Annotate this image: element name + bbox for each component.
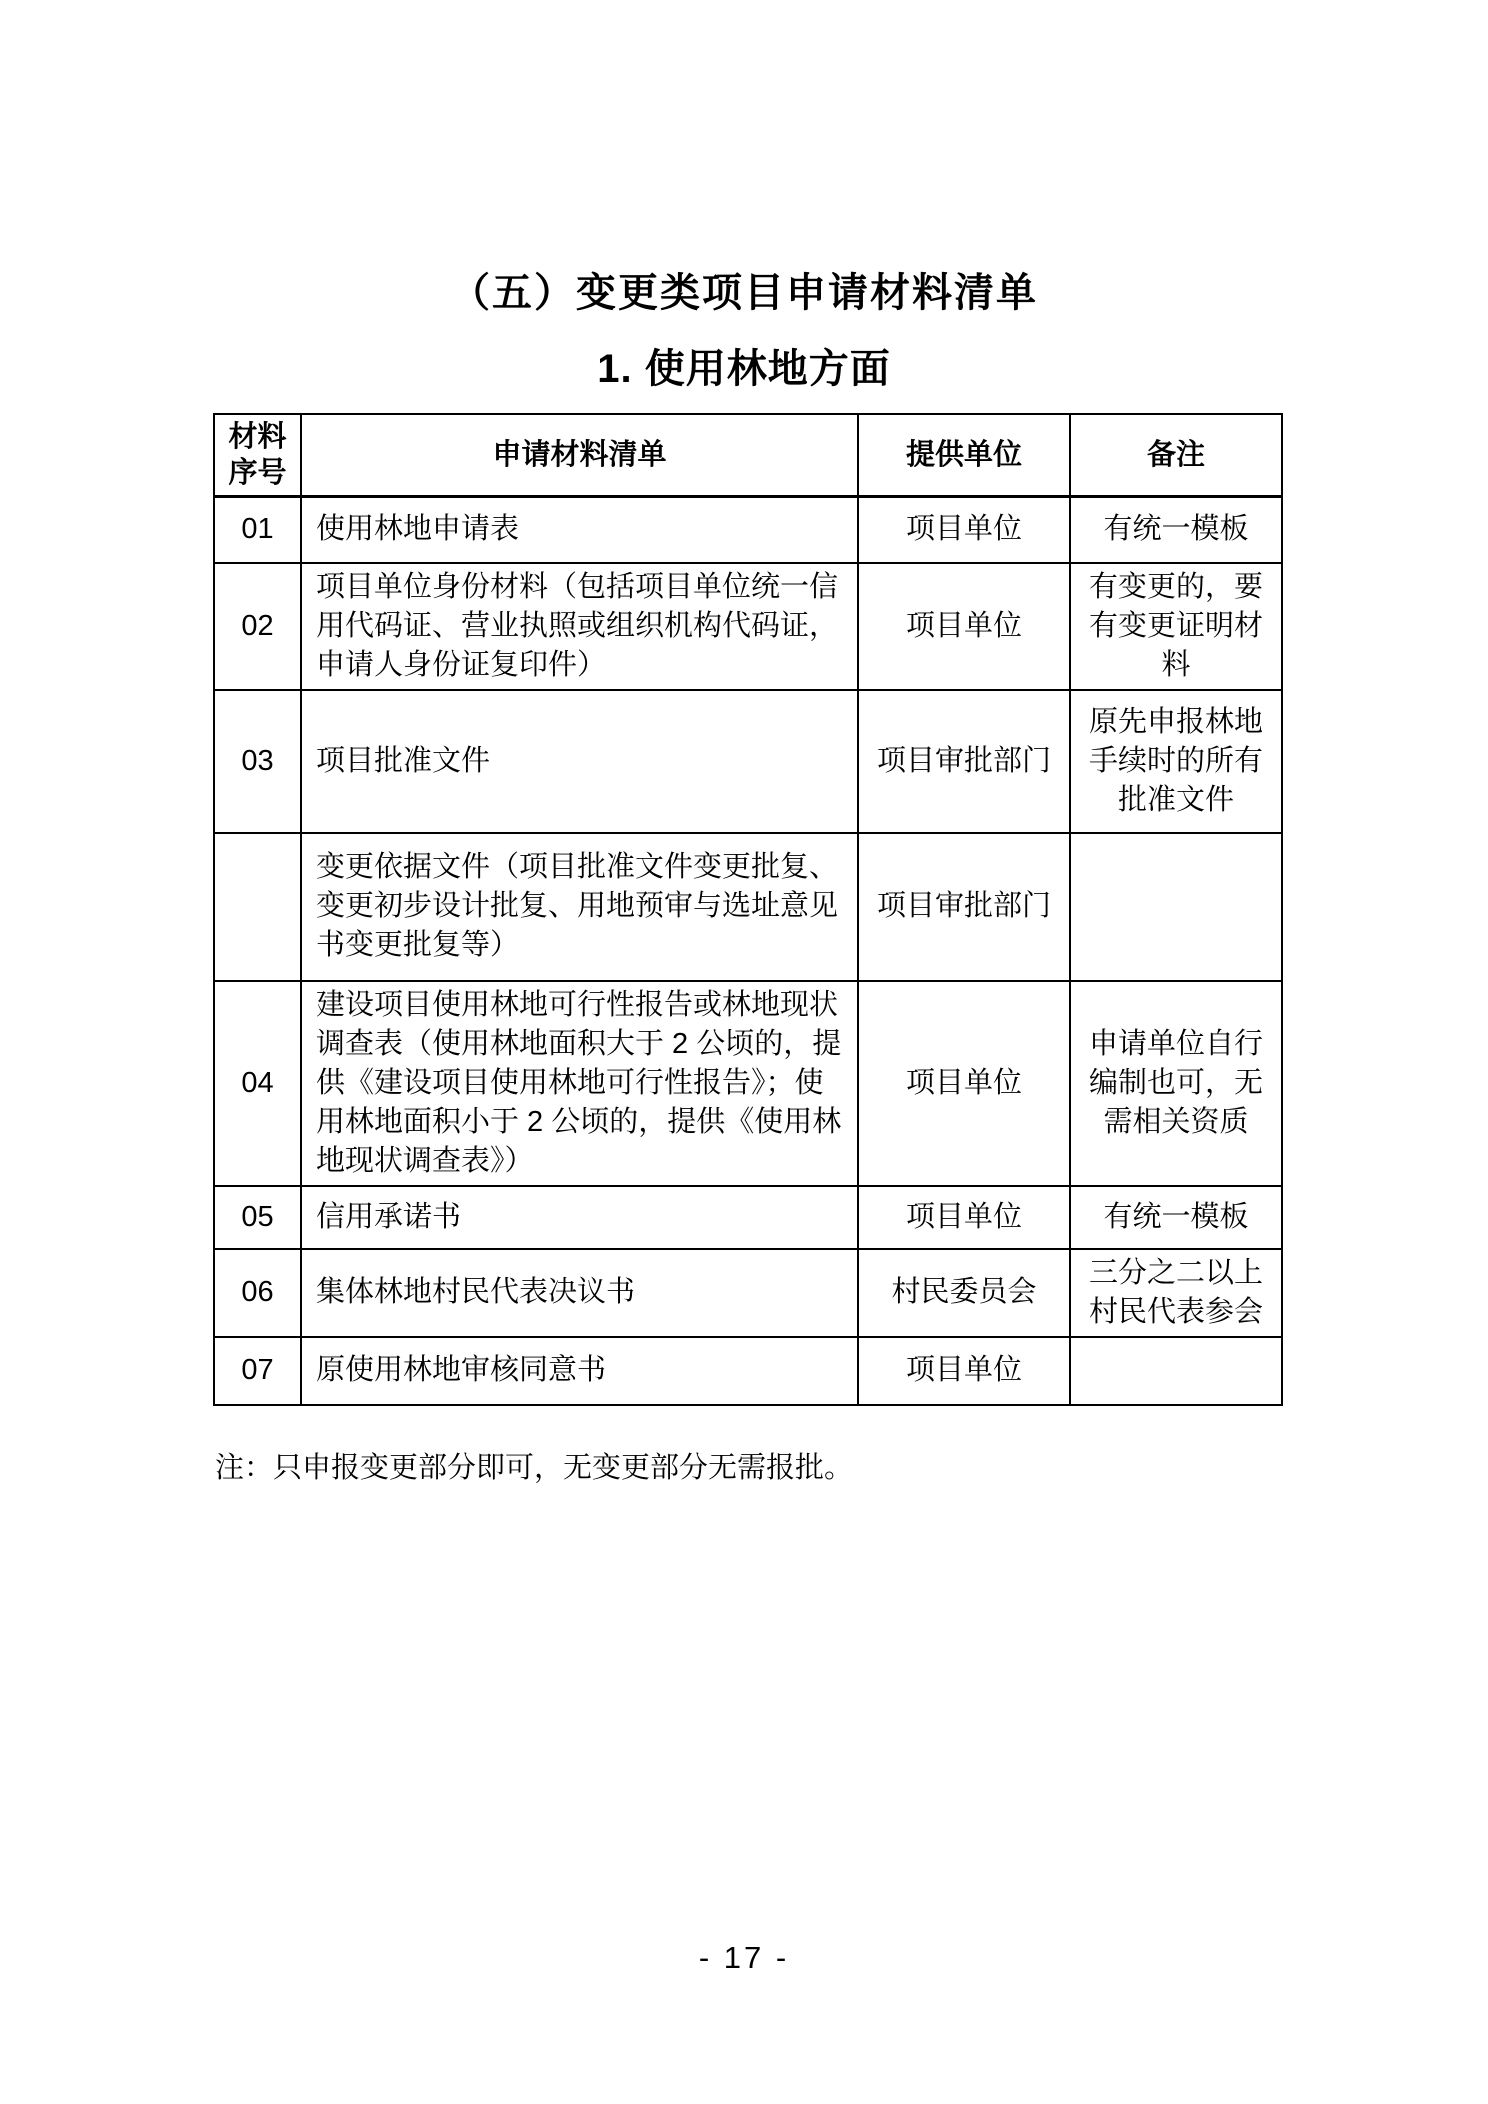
cell-material-name: 原使用林地审核同意书 — [301, 1337, 858, 1405]
cell-material-name: 建设项目使用林地可行性报告或林地现状调查表（使用林地面积大于 2 公顷的，提供《建设项目使用林地可行性报告》；使用林地面积小于 2 公顷的，提供《使用林地现状调查表》） — [301, 981, 858, 1186]
cell-remark: 原先申报林地手续时的所有批准文件 — [1070, 690, 1282, 833]
table-row — [214, 690, 1282, 833]
cell-remark: 有统一模板 — [1070, 497, 1282, 563]
cell-remark: 有统一模板 — [1070, 1186, 1282, 1249]
cell-material-no: 04 — [214, 981, 301, 1186]
cell-material-name: 信用承诺书 — [301, 1186, 858, 1249]
cell-provider: 项目单位 — [858, 1186, 1070, 1249]
page-number: - 17 - — [698, 1940, 790, 1975]
header-material-no: 材料序号 — [214, 414, 301, 497]
cell-material-no: 05 — [214, 1186, 301, 1249]
cell-material-name: 使用林地申请表 — [301, 497, 858, 563]
header-provider: 提供单位 — [858, 414, 1070, 497]
header-remark: 备注 — [1070, 414, 1282, 497]
table-header-row — [214, 414, 1282, 497]
cell-material-no: 06 — [214, 1249, 301, 1337]
cell-material-name: 集体林地村民代表决议书 — [301, 1249, 858, 1337]
cell-provider: 项目审批部门 — [858, 833, 1070, 981]
materials-table — [213, 413, 1283, 1406]
section-subtitle: 1. 使用林地方面 — [597, 347, 891, 391]
table-row — [214, 1186, 1282, 1249]
cell-remark: 三分之二以上村民代表参会 — [1070, 1249, 1282, 1337]
cell-material-no — [214, 833, 301, 981]
cell-remark — [1070, 833, 1282, 981]
footnote: 注：只申报变更部分即可，无变更部分无需报批。 — [215, 1452, 854, 1484]
cell-material-name: 项目批准文件 — [301, 690, 858, 833]
cell-material-no: 07 — [214, 1337, 301, 1405]
table-row — [214, 981, 1282, 1186]
cell-provider: 项目单位 — [858, 981, 1070, 1186]
table-row — [214, 1249, 1282, 1337]
cell-provider: 项目单位 — [858, 497, 1070, 563]
cell-material-name: 变更依据文件（项目批准文件变更批复、变更初步设计批复、用地预审与选址意见书变更批复等） — [301, 833, 858, 981]
cell-remark: 有变更的，要有变更证明材料 — [1070, 563, 1282, 690]
cell-remark — [1070, 1337, 1282, 1405]
cell-material-no: 02 — [214, 563, 301, 690]
table-row — [214, 497, 1282, 563]
table-row — [214, 563, 1282, 690]
cell-provider: 项目单位 — [858, 1337, 1070, 1405]
header-material-list: 申请材料清单 — [301, 414, 858, 497]
table-row — [214, 1337, 1282, 1405]
cell-remark: 申请单位自行编制也可，无需相关资质 — [1070, 981, 1282, 1186]
cell-material-no: 03 — [214, 690, 301, 833]
page-title: （五）变更类项目申请材料清单 — [450, 271, 1038, 315]
cell-provider: 村民委员会 — [858, 1249, 1070, 1337]
cell-material-name: 项目单位身份材料（包括项目单位统一信用代码证、营业执照或组织机构代码证，申请人身份证复印件） — [301, 563, 858, 690]
cell-provider: 项目单位 — [858, 563, 1070, 690]
table-row — [214, 833, 1282, 981]
cell-provider: 项目审批部门 — [858, 690, 1070, 833]
cell-material-no: 01 — [214, 497, 301, 563]
